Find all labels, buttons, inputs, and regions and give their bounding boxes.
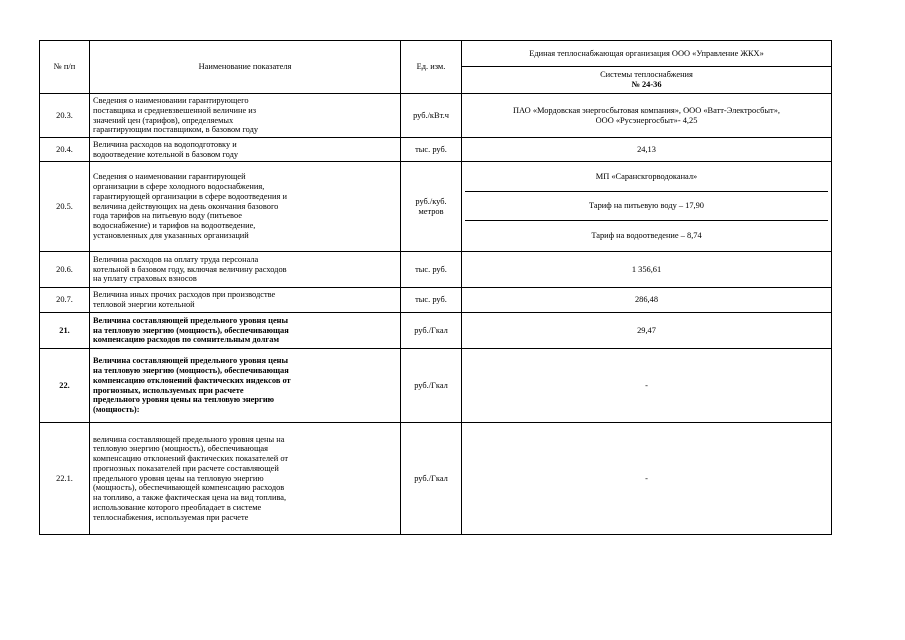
- row-unit: руб./кВт.ч: [401, 94, 462, 138]
- row-num: 20.4.: [40, 138, 90, 162]
- table-row: [40, 94, 832, 138]
- table-row: [40, 138, 832, 162]
- table-row: [40, 423, 832, 535]
- table-row: [40, 252, 832, 288]
- row-name: Величина расходов на водоподготовку и водоотведение котельной в базовом году: [90, 138, 401, 162]
- row-value: -: [462, 349, 832, 423]
- row-unit: руб./Гкал: [401, 423, 462, 535]
- row-name: Величина составляющей предельного уровня цены на тепловую энергию (мощность), обеспечивающая компенсацию расходов по сомнительным долгам: [90, 313, 401, 349]
- row-subvalue: Тариф на питьевую воду – 17,90: [465, 192, 828, 221]
- row-num: 20.7.: [40, 288, 90, 313]
- row-value: -: [462, 423, 832, 535]
- row-value: ПАО «Мордовская энергосбытовая компания», ООО «Ватт-Электросбыт», ООО «Русэнергосбыт»- 4,25: [462, 94, 832, 138]
- row-num: 20.3.: [40, 94, 90, 138]
- indicators-table: [39, 40, 832, 535]
- row-value: 286,48: [462, 288, 832, 313]
- header-systems: [462, 67, 832, 94]
- row-num: 22.1.: [40, 423, 90, 535]
- header-name: Наименование показателя: [90, 41, 401, 94]
- header-num: № п/п: [40, 41, 90, 94]
- table-row: [40, 162, 832, 252]
- row-name: Величина расходов на оплату труда персонала котельной в базовом году, включая величину расходов на уплату страховых взносов: [90, 252, 401, 288]
- systems-title: Системы теплоснабжения: [600, 70, 693, 80]
- row-unit: тыс. руб.: [401, 252, 462, 288]
- row-unit: тыс. руб.: [401, 138, 462, 162]
- row-value: 1 356,61: [462, 252, 832, 288]
- row-num: 21.: [40, 313, 90, 349]
- row-value: 29,47: [462, 313, 832, 349]
- header-unit: Ед. изм.: [401, 41, 462, 94]
- row-unit: руб./куб. метров: [401, 162, 462, 252]
- row-num: 20.5.: [40, 162, 90, 252]
- row-unit: руб./Гкал: [401, 313, 462, 349]
- row-num: 20.6.: [40, 252, 90, 288]
- row-value-group: [462, 162, 832, 252]
- row-unit: руб./Гкал: [401, 349, 462, 423]
- row-name: Величина иных прочих расходов при производстве тепловой энергии котельной: [90, 288, 401, 313]
- table-row: [40, 313, 832, 349]
- header-row: [40, 41, 832, 67]
- row-name: Сведения о наименовании гарантирующего поставщика и средневзвешенной величине из значений цен (тарифов), определяемых гарантирующим поставщиком, в базовом году: [90, 94, 401, 138]
- table-row: [40, 349, 832, 423]
- row-subvalue: Тариф на водоотведение – 8,74: [591, 230, 702, 240]
- row-unit: тыс. руб.: [401, 288, 462, 313]
- table-row: [40, 288, 832, 313]
- row-num: 22.: [40, 349, 90, 423]
- row-name: Величина составляющей предельного уровня цены на тепловую энергию (мощность), обеспечивающая компенсацию отклонений фактических индексов от прогнозных, используемых при расчете предельного уровня цены на тепловую энергию (мощность):: [90, 349, 401, 423]
- row-value: 24,13: [462, 138, 832, 162]
- row-name: Сведения о наименовании гарантирующей организации в сфере холодного водоснабжения, гарантирующей организации в сфере водоотведения и величина действующих на день окончания базового года тарифов на питьевую воду (питьевое водоснабжение) и тарифов на водоотведение, установленных для указанных организаций: [90, 162, 401, 252]
- row-subvalue: МП «Саранскгорводоканал»: [465, 163, 828, 192]
- systems-number: № 24-36: [631, 80, 662, 89]
- header-org-title: Единая теплоснабжающая организация ООО «Управление ЖКХ»: [462, 41, 832, 67]
- row-name: величина составляющей предельного уровня цены на тепловую энергию (мощность), обеспечивающая компенсацию отклонений фактических показателей от прогнозных показателей при расчете составляющей предельного уровня цены на тепловую энергию (мощность), обеспечивающей компенсацию расходов на топливо, а также фактическая цена на вид топлива, использование которого преобладает в системе теплоснабжения, используемая при расчете: [90, 423, 401, 535]
